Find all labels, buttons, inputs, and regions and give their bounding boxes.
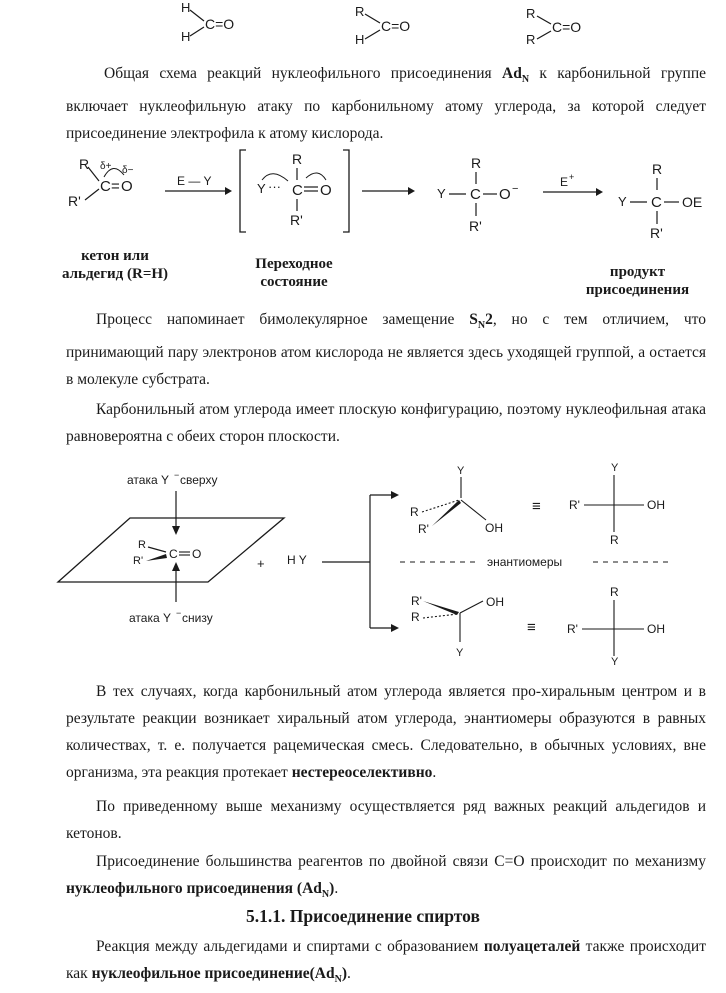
caption-ketone: кетон или альдегид (R=H) xyxy=(61,248,169,282)
paragraph-racemic-mixture: В тех случаях, когда карбонильный атом углерода является про-хиральным центром и в результате реакции возникает хиральный атом углерода, энантиомеры образуются в равных количествах, т. е. получается рацемическая смесь. Следовательно, в обычных условиях, вне организма, эта реакция протекает нестереоселективно. xyxy=(66,683,706,781)
atom-r-top: R xyxy=(526,6,536,21)
atom-h-top: H xyxy=(181,0,191,15)
svg-text:OE: OE xyxy=(682,194,703,210)
svg-text:OH: OH xyxy=(647,622,665,636)
formula-ketone xyxy=(526,6,581,47)
enantiomers-divider xyxy=(400,555,672,569)
equivalence-sign: ≡ xyxy=(532,498,541,515)
svg-text:OH: OH xyxy=(647,498,665,512)
svg-text:−: − xyxy=(512,183,519,195)
svg-text:OH: OH xyxy=(486,595,504,609)
svg-text:O: O xyxy=(320,182,332,199)
top-formulas xyxy=(0,0,726,50)
svg-text:Y: Y xyxy=(611,656,619,668)
svg-text:C: C xyxy=(292,182,303,199)
svg-text:O: O xyxy=(192,547,202,561)
alkoxide-intermediate xyxy=(437,155,518,234)
svg-text:R': R' xyxy=(68,193,81,209)
svg-text:R: R xyxy=(292,151,303,167)
planar-carbonyl xyxy=(133,539,201,567)
svg-text:сверху: сверху xyxy=(180,473,218,487)
svg-text:R: R xyxy=(79,156,90,172)
svg-text:R: R xyxy=(411,610,420,624)
carbonyl-group: C=O xyxy=(381,18,411,34)
svg-text:C: C xyxy=(470,186,481,203)
stereo-attack-scheme xyxy=(0,460,726,670)
addition-product xyxy=(618,161,702,241)
attack-from-bottom xyxy=(129,562,213,625)
section-heading: 5.1.1. Присоединение спиртов xyxy=(246,906,480,926)
svg-text:O: O xyxy=(121,178,133,195)
electrophile-arrow xyxy=(543,172,603,196)
svg-text:R: R xyxy=(610,533,619,547)
svg-text:=: = xyxy=(111,178,120,195)
atom-r-bottom: R xyxy=(526,32,536,47)
transition-state xyxy=(240,150,349,232)
svg-text:R: R xyxy=(410,505,419,519)
svg-text:Y: Y xyxy=(437,186,446,201)
svg-text:снизу: снизу xyxy=(182,611,213,625)
paragraph-sn2-comparison: Процесс напоминает бимолекулярное замещение $S_N2$, но с тем отличием, что принимающий пару электронов атом кислорода не является здесь уходящей группой, а остается в молекуле субстрата. xyxy=(66,311,706,389)
formula-formaldehyde xyxy=(181,0,234,44)
svg-text:R': R' xyxy=(418,522,429,536)
paragraph-adn-intro: Общая схема реакций нуклеофильного присоединения $Ad_N$ к карбонильной группе включает нуклеофильную атаку по карбонильному атому углерода, за которой следует присоединение электрофила к атому кислорода. xyxy=(66,65,706,143)
svg-text:Y: Y xyxy=(618,194,627,209)
svg-text:E: E xyxy=(560,175,569,189)
paragraph-planar-carbon: Карбонильный атом углерода имеет плоскую конфигурацию, поэтому нуклеофильная атака равновероятна с обеих сторон плоскости. xyxy=(66,401,706,445)
fischer-projection-2 xyxy=(567,585,665,668)
svg-text:R: R xyxy=(138,539,146,551)
svg-text:R: R xyxy=(610,585,619,599)
caption-transition-state: Переходное состояние xyxy=(255,256,333,290)
paragraph-mechanism-summary: Присоединение большинства реагентов по двойной связи C=O происходит по механизму нуклеофильного присоединения $(Ad_N)$. xyxy=(66,853,706,901)
svg-text:R': R' xyxy=(290,212,303,228)
svg-text:R: R xyxy=(652,161,663,177)
svg-text:Y: Y xyxy=(611,462,619,474)
svg-text:R': R' xyxy=(650,225,663,241)
svg-text:R': R' xyxy=(411,594,422,608)
reagent-hy: H Y xyxy=(287,553,307,567)
svg-text:δ−: δ− xyxy=(122,165,134,176)
svg-text:C: C xyxy=(169,547,178,561)
svg-text:атака Y: атака Y xyxy=(129,611,171,625)
ketone-structure xyxy=(68,156,134,209)
svg-text:R': R' xyxy=(469,218,482,234)
caption-product: продукт присоединения xyxy=(585,264,690,298)
svg-text:O: O xyxy=(499,186,511,203)
svg-text:···: ··· xyxy=(268,179,281,194)
equivalence-sign-2: ≡ xyxy=(527,619,536,636)
atom-h-bottom: H xyxy=(181,29,191,44)
svg-text:C: C xyxy=(651,194,662,211)
atom-h-bottom: H xyxy=(355,32,365,47)
reagent-arrow xyxy=(165,174,232,195)
paragraph-hemiacetals: Реакция между альдегидами и спиртами с образованием полуацеталей также происходит как нуклеофильное $присоединение(Ad_N)$. xyxy=(66,938,706,986)
plus-sign: + xyxy=(257,556,265,571)
svg-text:R': R' xyxy=(133,555,144,567)
svg-text:R': R' xyxy=(569,498,580,512)
svg-text:δ+: δ+ xyxy=(100,161,112,172)
branch-arrows xyxy=(322,491,399,632)
svg-text:C: C xyxy=(100,178,111,195)
carbonyl-group: C=O xyxy=(205,16,235,32)
svg-text:+: + xyxy=(569,172,575,182)
atom-r-top: R xyxy=(355,4,365,19)
formula-aldehyde xyxy=(355,4,410,47)
svg-text:Y: Y xyxy=(257,181,266,196)
enantiomer-1 xyxy=(410,465,503,536)
svg-text:R': R' xyxy=(567,622,578,636)
svg-text:Y: Y xyxy=(456,647,464,659)
svg-text:Y: Y xyxy=(457,465,465,477)
svg-text:энантиомеры: энантиомеры xyxy=(487,555,563,569)
fischer-projection-1 xyxy=(569,462,665,547)
svg-text:атака Y: атака Y xyxy=(127,473,169,487)
paragraph-important-reactions: По приведенному выше механизму осуществляется ряд важных реакций альдегидов и кетонов. xyxy=(66,798,706,842)
svg-text:−: − xyxy=(176,608,182,618)
svg-text:R: R xyxy=(471,155,482,171)
carbonyl-group: C=O xyxy=(552,19,582,35)
svg-text:E — Y: E — Y xyxy=(177,174,212,188)
svg-text:−: − xyxy=(174,470,180,480)
attack-from-top xyxy=(127,470,217,535)
svg-text:OH: OH xyxy=(485,521,503,535)
enantiomer-2 xyxy=(411,594,504,659)
